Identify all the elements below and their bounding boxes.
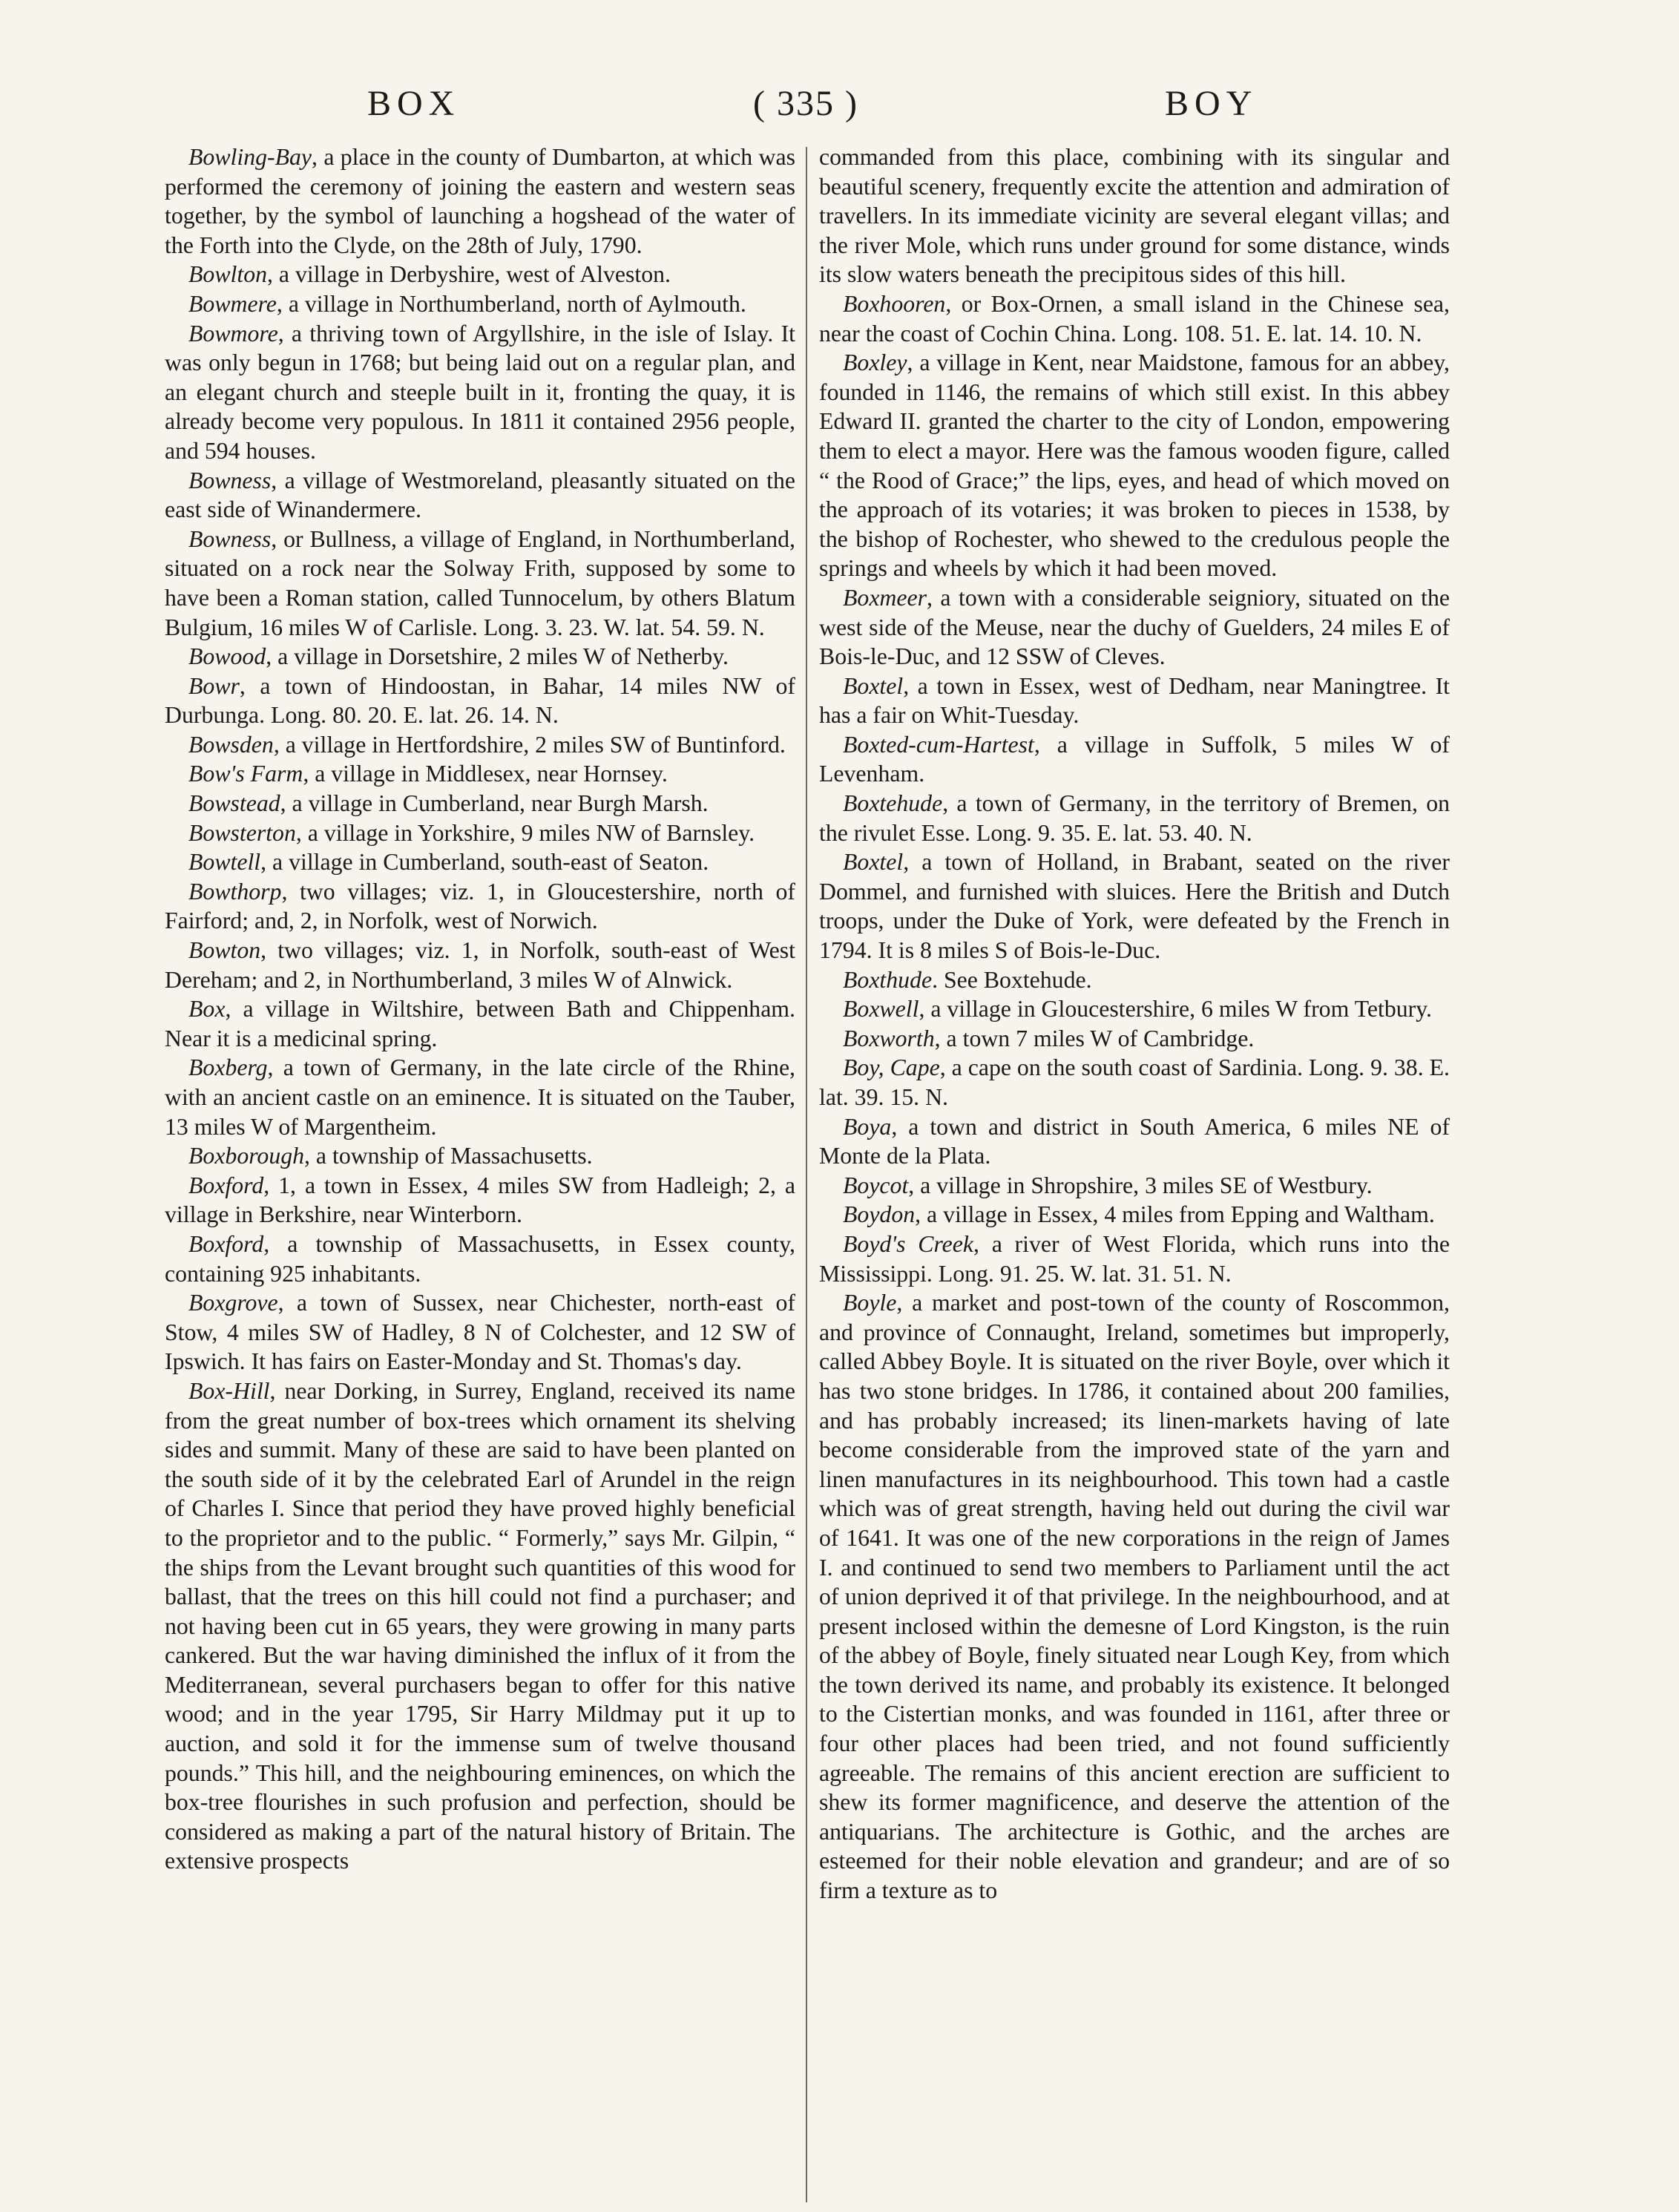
- entry-text: , a village in Essex, 4 miles from Epping and Waltham.: [915, 1201, 1435, 1228]
- gazetteer-entry: [819, 1112, 1450, 1171]
- gazetteer-entry: [819, 348, 1450, 583]
- entry-text: , near Dorking, in Surrey, England, received its name from the great number of box-trees which ornament its shelving sides and summit. Many of these are said to have been planted on the south side of it by the celebrated Earl of Arundel in the reign of Charles I. Since that period they have proved highly beneficial to the proprietor and to the public. “ Formerly,” says Mr. Gilpin, “ the ships from the Levant brought such quantities of this wood for ballast, that the trees on this hill could not find a purchaser; and not having been cut in 65 years, they were growing in many parts cankered. But the war having diminished the influx of it from the Mediterranean, several purchasers began to offer for this native wood; and in the year 1795, Sir Harry Mildmay put it up to auction, and sold it for the immense sum of twelve thousand pounds.” This hill, and the neighbouring eminences, on which the box-tree flourishes in such profusion and perfection, should be considered as making a part of the natural history of Britain. The extensive prospects: [165, 1377, 795, 1874]
- entry-headword: Boxberg: [188, 1054, 268, 1081]
- entry-headword: Box: [188, 996, 226, 1023]
- entry-headword: Bowthorp: [188, 878, 282, 905]
- entry-headword: Bowmore: [188, 320, 278, 347]
- entry-text: , a village in Cumberland, south-east of Seaton.: [260, 849, 709, 876]
- entry-headword: Bowood: [188, 643, 266, 670]
- entry-headword: Boyle: [843, 1290, 897, 1316]
- entry-headword: Bowling-Bay: [188, 144, 312, 170]
- gazetteer-entry: [819, 1024, 1450, 1054]
- entry-text: , a town of Germany, in the late circle of the Rhine, with an ancient castle on an eminence. It is situated on the Tauber, 13 miles W of Margentheim.: [165, 1054, 795, 1140]
- gazetteer-entry: [819, 847, 1450, 965]
- right-column: [819, 142, 1450, 2199]
- entry-text: , a village in Cumberland, near Burgh Marsh.: [280, 790, 709, 817]
- gazetteer-entry: [165, 142, 795, 260]
- entry-headword: Bowr: [188, 672, 240, 699]
- entry-text: , a village in Dorsetshire, 2 miles W of Netherby.: [266, 643, 729, 670]
- header-right-guide-word: BOY: [1165, 84, 1258, 123]
- entry-text: , a village in Shropshire, 3 miles SE of Westbury.: [908, 1172, 1373, 1198]
- gazetteer-entry: [165, 936, 795, 994]
- column-divider: [806, 147, 807, 2202]
- entry-headword: Boydon: [843, 1201, 916, 1228]
- entry-headword: Boxworth: [843, 1025, 935, 1051]
- entry-headword: Bowstead: [188, 790, 280, 817]
- entry-text: , a town 7 miles W of Cambridge.: [934, 1025, 1255, 1051]
- entry-headword: Bowmere: [188, 290, 277, 317]
- entry-text: , a village in Derbyshire, west of Alveston.: [267, 261, 671, 288]
- gazetteer-entry: [819, 1200, 1450, 1230]
- entry-text: commanded from this place, combining with its singular and beautiful scenery, frequently excite the attention and admiration of travellers. In its immediate vicinity are several elegant villas; and the river Mole, which runs under ground for some distance, winds its slow waters beneath the precipitous sides of this hill.: [819, 144, 1450, 288]
- entry-text: , or Bullness, a village of England, in Northumberland, situated on a rock near the Solway Frith, supposed by some to have been a Roman station, called Tunnocelum, by others Blatum Bulgium, 16 miles W of Carlisle. Long. 3. 23. W. lat. 54. 59. N.: [165, 525, 795, 640]
- gazetteer-entry: [165, 1053, 795, 1141]
- entry-text: , a town in Essex, west of Dedham, near Maningtree. It has a fair on Whit-Tuesday.: [819, 672, 1450, 729]
- entry-headword: Bowton: [188, 937, 261, 964]
- gazetteer-entry: [165, 289, 795, 319]
- entry-text: , two villages; viz. 1, in Norfolk, south-east of West Dereham; and 2, in Northumberland, 3 miles W of Alnwick.: [165, 937, 795, 993]
- gazetteer-entry: [819, 965, 1450, 995]
- gazetteer-entry: [165, 319, 795, 466]
- entry-headword: Boxtel: [843, 849, 904, 876]
- entry-headword: Boxtehude: [843, 790, 943, 817]
- entry-text: , a market and post-town of the county of Roscommon, and province of Connaught, Ireland, sometimes but improperly, called Abbey Boyle. It is situated on the river Boyle, over which it has two stone bridges. In 1786, it contained about 200 families, and has probably increased; its linen-markets having of late become considerable from the improved state of the yarn and linen manufactures in its neighbourhood. This town had a castle which was of great strength, having held out during the civil war of 1641. It was one of the new corporations in the reign of James I. and continued to send two members to Parliament until the act of union deprived it of that privilege. In the neighbourhood, and at present inclosed within the demesne of Lord Kingston, is the ruin of the abbey of Boyle, finely situated near Lough Key, from which the town derived its name, and probably its existence. It belonged to the Cistertian monks, and was founded in 1161, after three or four other places had been tried, and not found sufficiently agreeable. The remains of this ancient erection are sufficient to shew its former magnificence, and deserve the attention of the antiquarians. The architecture is Gothic, and the arches are esteemed for their noble elevation and grandeur; and are of so firm a texture as to: [819, 1290, 1450, 1904]
- gazetteer-entry: [165, 1141, 795, 1171]
- gazetteer-entry: [165, 730, 795, 760]
- gazetteer-entry: [819, 789, 1450, 847]
- entry-headword: Bowness: [188, 467, 272, 493]
- entry-text: , a town and district in South America, 6 miles NE of Monte de la Plata.: [819, 1113, 1450, 1169]
- page-number: ( 335 ): [753, 84, 858, 123]
- entry-text: , two villages; viz. 1, in Gloucestershire, north of Fairford; and, 2, in Norfolk, west of Norwich.: [165, 878, 795, 934]
- entry-headword: Boxthude: [843, 966, 933, 993]
- gazetteer-entry: [165, 260, 795, 289]
- entry-text: , a town of Germany, in the territory of Bremen, on the rivulet Esse. Long. 9. 35. E. lat. 53. 40. N.: [819, 790, 1450, 846]
- entry-headword: Bowlton: [188, 261, 267, 288]
- entry-text: , a thriving town of Argyllshire, in the isle of Islay. It was only begun in 1768; but being laid out on a regular plan, and an elegant church and steeple built in it, fronting the quay, it is already become very populous. In 1811 it contained 2956 people, and 594 houses.: [165, 320, 795, 464]
- gazetteer-entry: [165, 672, 795, 730]
- entry-headword: Bow's Farm: [188, 761, 303, 787]
- entry-text: , a village in Gloucestershire, 6 miles W from Tetbury.: [919, 996, 1432, 1023]
- gazetteer-entry: [165, 994, 795, 1053]
- gazetteer-entry: [165, 525, 795, 642]
- entry-text: , or Box-Ornen, a small island in the Chinese sea, near the coast of Cochin China. Long. 108. 51. E. lat. 14. 10. N.: [819, 290, 1450, 347]
- entry-headword: Boxborough: [188, 1143, 305, 1169]
- gazetteer-entry: [819, 994, 1450, 1024]
- entry-text: , a village in Northumberland, north of Aylmouth.: [276, 290, 746, 317]
- gazetteer-entry: [165, 1230, 795, 1288]
- entry-headword: Boxford: [188, 1172, 264, 1198]
- entry-headword: Boxgrove: [188, 1290, 278, 1316]
- entry-text: , a township of Massachusetts, in Essex county, containing 925 inhabitants.: [165, 1230, 795, 1287]
- entry-text: , a place in the county of Dumbarton, at which was performed the ceremony of joining the eastern and western seas together, by the symbol of launching a hogshead of the water of the Forth into the Clyde, on the 28th of July, 1790.: [165, 144, 795, 258]
- gazetteer-entry: [819, 672, 1450, 730]
- entry-text: , a town of Holland, in Brabant, seated on the river Dommel, and furnished with sluices. Here the British and Dutch troops, under the Duke of York, were defeated by the French in 1794. It is 8 miles S of Bois-le-Duc.: [819, 849, 1450, 964]
- entry-text: , a village in Kent, near Maidstone, famous for an abbey, founded in 1146, the remains of which still exist. In this abbey Edward II. granted the charter to the city of London, empowering them to elect a mayor. Here was the famous wooden figure, called “ the Rood of Grace;” the lips, eyes, and head of which moved on the approach of its votaries; it was broken to pieces in 1538, by the bishop of Rochester, who shewed to the credulous people the springs and wheels by which it had been moved.: [819, 349, 1450, 582]
- entry-headword: Box-Hill: [188, 1377, 270, 1404]
- entry-headword: Boxley: [843, 349, 907, 376]
- entry-headword: Boxted-cum-Hartest: [843, 731, 1034, 758]
- gazetteer-entry: [819, 1230, 1450, 1288]
- gazetteer-entry: [165, 1288, 795, 1376]
- entry-text: , a river of West Florida, which runs into the Mississippi. Long. 91. 25. W. lat. 31. 51. N.: [819, 1230, 1450, 1287]
- gazetteer-entry: [165, 877, 795, 936]
- entry-text: , a cape on the south coast of Sardinia. Long. 9. 38. E. lat. 39. 15. N.: [819, 1054, 1450, 1110]
- entry-headword: Boxwell: [843, 996, 919, 1023]
- entry-headword: Boy, Cape: [843, 1054, 940, 1081]
- gazetteer-entry: [819, 289, 1450, 348]
- gazetteer-entry: [165, 1171, 795, 1230]
- gazetteer-entry: [819, 1053, 1450, 1112]
- entry-text: , a village in Wiltshire, between Bath and Chippenham. Near it is a medicinal spring.: [165, 996, 795, 1051]
- entry-text: , a village in Hertfordshire, 2 miles SW of Buntinford.: [273, 731, 786, 758]
- entry-headword: Boxhooren: [843, 290, 946, 317]
- entry-text: , a village in Yorkshire, 9 miles NW of Barnsley.: [295, 819, 755, 846]
- entry-headword: Boycot: [843, 1172, 909, 1198]
- entry-text: . See Boxtehude.: [932, 966, 1092, 993]
- entry-headword: Boyd's Creek: [843, 1230, 973, 1257]
- gazetteer-entry: [819, 730, 1450, 789]
- entry-headword: Boxmeer: [843, 584, 927, 611]
- entry-headword: Bowsterton: [188, 819, 296, 846]
- gazetteer-entry: [165, 759, 795, 789]
- entry-headword: Boxford: [188, 1230, 264, 1257]
- gazetteer-entry: [165, 847, 795, 877]
- gazetteer-entry: [819, 583, 1450, 672]
- entry-headword: Bowness: [188, 525, 272, 552]
- entry-text: , a town with a considerable seigniory, situated on the west side of the Meuse, near the duchy of Guelders, 24 miles E of Bois-le-Duc, and 12 SSW of Cleves.: [819, 584, 1450, 670]
- entry-headword: Boxtel: [843, 672, 904, 699]
- gazetteer-entry: [819, 1288, 1450, 1905]
- gazetteer-entry: [165, 818, 795, 848]
- gazetteer-entry: [819, 1171, 1450, 1201]
- gazetteer-entry: [165, 1376, 795, 1876]
- entry-text: , 1, a town in Essex, 4 miles SW from Hadleigh; 2, a village in Berkshire, near Winterborn.: [165, 1172, 795, 1228]
- entry-continuation: [819, 142, 1450, 289]
- entry-text: , a village in Suffolk, 5 miles W of Levenham.: [819, 731, 1450, 787]
- left-column: [165, 142, 795, 2199]
- gazetteer-entry: [165, 642, 795, 672]
- entry-headword: Bowtell: [188, 849, 261, 876]
- header-left-guide-word: BOX: [367, 84, 461, 123]
- entry-text: , a township of Massachusetts.: [304, 1143, 593, 1169]
- entry-text: , a village of Westmoreland, pleasantly situated on the east side of Winandermere.: [165, 467, 795, 523]
- entry-text: , a town of Hindoostan, in Bahar, 14 miles NW of Durbunga. Long. 80. 20. E. lat. 26. 14. N.: [165, 672, 795, 729]
- gazetteer-entry: [165, 466, 795, 525]
- entry-text: , a village in Middlesex, near Hornsey.: [303, 761, 668, 787]
- entry-headword: Bowsden: [188, 731, 274, 758]
- gazetteer-entry: [165, 789, 795, 818]
- entry-text: , a town of Sussex, near Chichester, north-east of Stow, 4 miles SW of Hadley, 8 N of Colchester, and 12 SW of Ipswich. It has fairs on Easter-Monday and St. Thomas's day.: [165, 1290, 795, 1375]
- running-header: [0, 83, 1679, 131]
- entry-headword: Boya: [843, 1113, 892, 1140]
